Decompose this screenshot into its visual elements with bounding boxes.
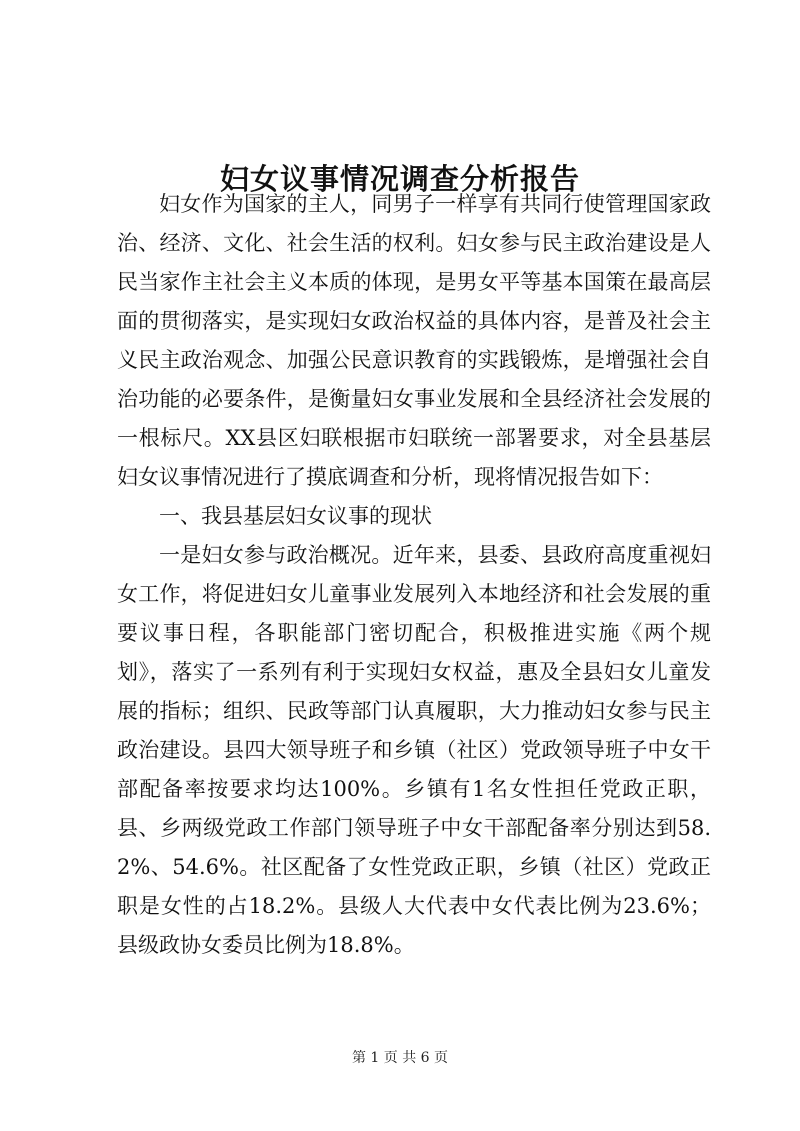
section-heading: 一、我县基层妇女议事的现状 xyxy=(159,504,432,528)
page-title: 妇女议事情况调查分析报告 xyxy=(219,162,580,197)
intro-paragraph: 妇女作为国家的主人，同男子一样享有共同行使管理国家政治、经济、文化、社会生活的权利。妇女参与民主政治建设是人民当家作主社会主义本质的体现，是男女平等基本国策在最高层面的贯彻落实，是实现妇女政治权益的具体内容，是普及社会主义民主政治观念、加强公民意识教育的实践锻炼，是增强社会自治功能的必要条件，是衡量妇女事业发展和全县经济社会发展的一根标尺。XX县区妇联根据市妇联统一部署要求，对全县基层妇女议事情况进行了摸底调查和分析，现将情况报告如下： xyxy=(117,192,711,489)
document-body xyxy=(117,185,711,965)
status-paragraph: 一是妇女参与政治概况。近年来，县委、县政府高度重视妇女工作，将促进妇女儿童事业发展列入本地经济和社会发展的重要议事日程，各职能部门密切配合，积极推进实施《两个规划》，落实了一系列有利于实现妇女权益，惠及全县妇女儿童发展的指标；组织、民政等部门认真履职，大力推动妇女参与民主政治建设。县四大领导班子和乡镇（社区）党政领导班子中女干部配备率按要求均达100%。乡镇有1名女性担任党政正职，县、乡两级党政工作部门领导班子中女干部配备率分别达到58.2%、54.6%。社区配备了女性党政正职，乡镇（社区）党政正职是女性的占18.2%。县级人大代表中女代表比例为23.6%；县级政协女委员比例为18.8%。 xyxy=(117,543,711,957)
page-footer: 第 1 页 共 6 页 xyxy=(351,1050,449,1066)
